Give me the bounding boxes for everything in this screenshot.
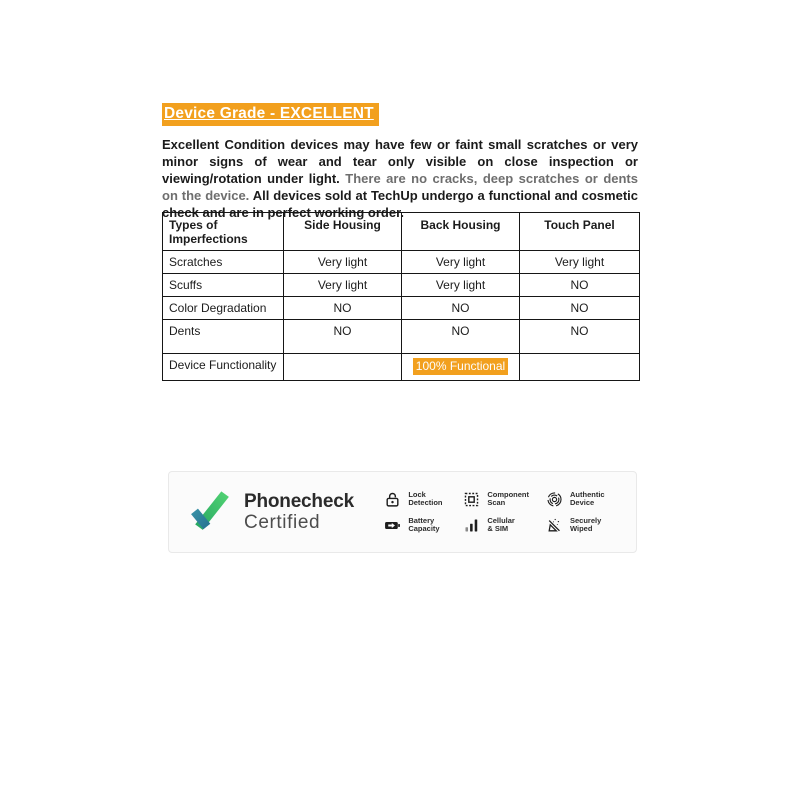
certification-features <box>384 491 608 534</box>
table-header-row <box>163 213 640 251</box>
feature-label-line1: Battery <box>408 515 435 525</box>
row-label: Device Functionality <box>163 354 284 381</box>
table-cell: NO <box>284 320 402 354</box>
feature-label-line1: Authentic <box>570 489 605 499</box>
header-types-of-imperfections: Types of Imperfections <box>163 213 284 251</box>
feature-label-line2: & SIM <box>487 524 509 533</box>
feature-label-line2: Capacity <box>408 524 440 533</box>
phonecheck-subtitle: Certified <box>244 512 321 533</box>
signal-bars-icon <box>463 517 480 534</box>
header-touch-panel: Touch Panel <box>520 213 640 251</box>
feature-cellular-sim <box>463 517 529 534</box>
phonecheck-logo <box>189 489 354 535</box>
phonecheck-logo-text <box>244 491 354 533</box>
component-scan-icon <box>463 491 480 508</box>
table-cell: NO <box>402 297 520 320</box>
phonecheck-certified-badge <box>168 471 637 553</box>
feature-label-line1: Cellular <box>487 515 515 525</box>
feature-component-scan <box>463 491 529 508</box>
row-label: Color Degradation <box>163 297 284 320</box>
table-row-dents <box>163 320 640 354</box>
table-row-scuffs <box>163 274 640 297</box>
lock-icon <box>384 491 401 508</box>
feature-label-line1: Securely <box>570 515 602 525</box>
feature-securely-wiped <box>546 517 608 534</box>
feature-authentic-device <box>546 491 608 508</box>
table-cell: Very light <box>402 251 520 274</box>
page-title-highlight: Device Grade - EXCELLENT <box>162 103 379 126</box>
imperfections-table <box>162 212 640 381</box>
fingerprint-icon <box>546 491 563 508</box>
feature-label <box>487 491 529 508</box>
imperfections-table-wrap <box>162 212 639 381</box>
table-cell: NO <box>520 297 640 320</box>
functional-highlight: 100% Functional <box>413 358 508 375</box>
checkmark-icon <box>189 489 233 535</box>
table-cell: NO <box>284 297 402 320</box>
table-cell <box>402 354 520 381</box>
table-cell: Very light <box>402 274 520 297</box>
table-row-device-functionality <box>163 354 640 381</box>
table-cell: Very light <box>284 251 402 274</box>
feature-label-line2: Device <box>570 498 595 507</box>
feature-label-line2: Wiped <box>570 524 593 533</box>
feature-label <box>487 517 515 534</box>
description-part1: Excellent Condition devices may have few or faint small scratches or very minor signs of wear and tear only visible on close inspection or viewing/rotation under light. <box>162 137 638 186</box>
header-side-housing: Side Housing <box>284 213 402 251</box>
feature-label <box>570 517 601 534</box>
page-title <box>162 103 379 126</box>
feature-label <box>570 491 605 508</box>
header-back-housing: Back Housing <box>402 213 520 251</box>
table-cell: NO <box>402 320 520 354</box>
feature-label-line1: Component <box>487 489 529 499</box>
feature-lock-detection <box>384 491 446 508</box>
table-cell: NO <box>520 320 640 354</box>
battery-icon <box>384 517 401 534</box>
row-label: Dents <box>163 320 284 354</box>
description-part2-muted: There are no cracks, deep scratches or dents on the device. <box>162 171 638 203</box>
table-cell: Very light <box>520 251 640 274</box>
table-row-color-degradation <box>163 297 640 320</box>
feature-label <box>408 517 439 534</box>
feature-label-line2: Detection <box>408 498 443 507</box>
table-cell: Very light <box>284 274 402 297</box>
feature-label <box>408 491 442 508</box>
table-cell: NO <box>520 274 640 297</box>
table-cell <box>284 354 402 381</box>
phonecheck-brand: Phonecheck <box>244 491 354 512</box>
description-part3: All devices sold at TechUp undergo a functional and cosmetic check and are in perfect working order. <box>162 188 638 220</box>
feature-label-line1: Lock <box>408 489 426 499</box>
row-label: Scuffs <box>163 274 284 297</box>
feature-battery-capacity <box>384 517 446 534</box>
description-paragraph <box>162 136 638 221</box>
table-row-scratches <box>163 251 640 274</box>
wipe-icon <box>546 517 563 534</box>
table-cell <box>520 354 640 381</box>
feature-label-line2: Scan <box>487 498 506 507</box>
row-label: Scratches <box>163 251 284 274</box>
